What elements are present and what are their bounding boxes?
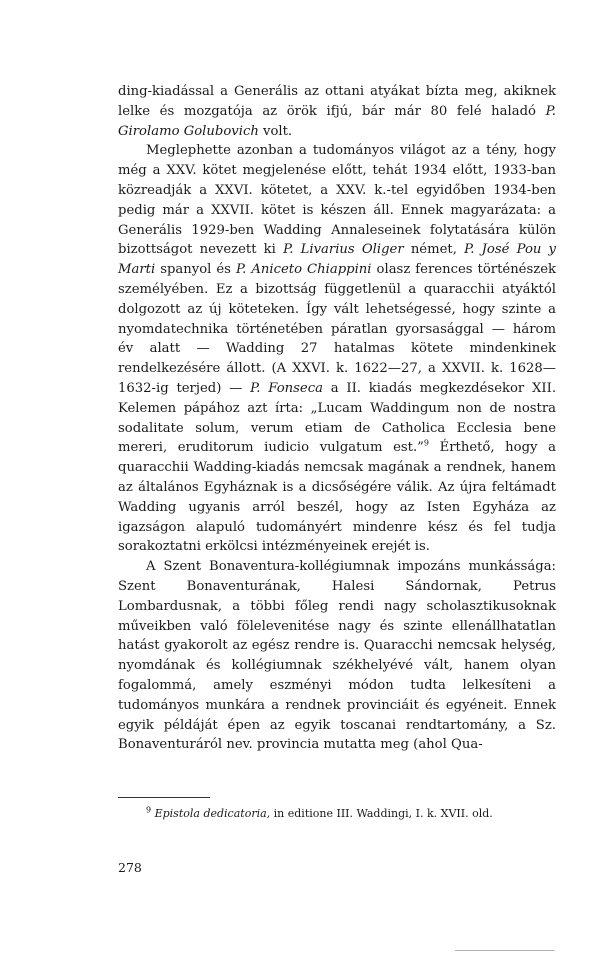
footnote-marker: 9 bbox=[146, 805, 152, 815]
paragraph-text: Érthető, hogy a quaracchii Wadding-kiadás nemcsak magának a rendnek, hanem az általános Egyháznak is a dicsőségére válik. Az újra feltámadt Wadding ugyanis arról beszél, hogy az Isten Egyháza az igazságon alapuló tudományért mindenre kész és fel tudja sorakoztatni erkölcsi intézményeinek erejét is. bbox=[118, 440, 556, 555]
paragraph-text: volt. bbox=[258, 123, 293, 139]
paragraph-text: spanyol és bbox=[155, 262, 236, 278]
footnote-body bbox=[118, 806, 556, 822]
paragraph bbox=[118, 141, 556, 557]
footnote bbox=[118, 806, 556, 822]
scan-edge-line bbox=[455, 950, 555, 951]
footnote-title: Epistola dedicatoria, bbox=[154, 807, 271, 820]
paragraph-text: a II. kiadás megkezdésekor XII. Kelemen pápához azt írta: „Lucam Waddingum non de nostra sodalitate solum, verum etiam de Catholica Ecclesia bene mereri, eruditorum iudicio vulgatum est.” bbox=[118, 380, 557, 456]
paragraph bbox=[118, 557, 556, 755]
page-number: 278 bbox=[118, 860, 142, 875]
italic-name: P. Aniceto Chiappini bbox=[235, 262, 372, 278]
italic-name: P. Fonseca bbox=[250, 380, 323, 396]
paragraph-text: A Szent Bonaventura-kollégiumnak impozáns munkássága: Szent Bonaventurának, Halesi Sándornak, Petrus Lombardusnak, a többi főleg rendi nagy scholasztikusoknak műveikben való föleleveni̇tése nagy és szinte ellenállhatatlan hatást gyakorolt az egész rendre is. Quaracchi nemcsak helység, nyomdának és kollégiumnak székhelyévé vált, hanem olyan fogalommá, amely eszményi módon tudta lelkesíteni a tudományos munkára a rendnek provinciáit és egyéneit. Ennek egyik példáját épen az egyik toscanai rendtartomány, a Sz. Bonaventuráról nev. provincia mutatta meg (ahol Qua- bbox=[118, 559, 556, 753]
italic-name: P. Livarius Oliger bbox=[283, 242, 404, 258]
footnote-text: in editione III. Waddingi, I. k. XVII. old. bbox=[270, 807, 493, 820]
paragraph-text: Meglephette azonban a tudományos világot az a tény, hogy még a XXV. kötet megjelenése előtt, tehát 1934 előtt, 1933-ban közreadják a XXVI. kötetet, a XXV. k.-tel egyidőben 1934-ben pedig már a XXVII. kötet is készen áll. Ennek magyarázata: a Generális 1929-ben Wadding Annaleseinek folytatására külön bizottságot nevezett ki bbox=[118, 143, 556, 258]
paragraph-text: olasz ferences történészek személyében. Ez a bizottság függetlenül a quaracchii atyáktól dolgozott az új köteteken. Így vált lehetségessé, hogy szinte a nyomdatechnika történetében páratlan gyorsasággal — három év alatt — Wadding 27 hatalmas kötete mindenkinek rendelkezésére állott. (A XXVI. k. 1622—27, a XXVII. k. 1628—1632-ig terjed) — bbox=[118, 262, 556, 396]
footnote-separator bbox=[118, 797, 210, 798]
italic-name: P. José Pou y Marti bbox=[118, 242, 556, 278]
italic-name: P. Girolamo Golubovich bbox=[118, 103, 556, 139]
paragraph-text: német, bbox=[403, 242, 465, 258]
footnote-reference: 9 bbox=[423, 438, 429, 448]
paragraph bbox=[118, 82, 556, 141]
main-text-block bbox=[118, 82, 556, 755]
paragraph-text: ding-kiadással a Generális az ottani atyákat bízta meg, akiknek lelke és mozgatója az örök ifjú, bár már 80 felé haladó bbox=[118, 84, 556, 119]
